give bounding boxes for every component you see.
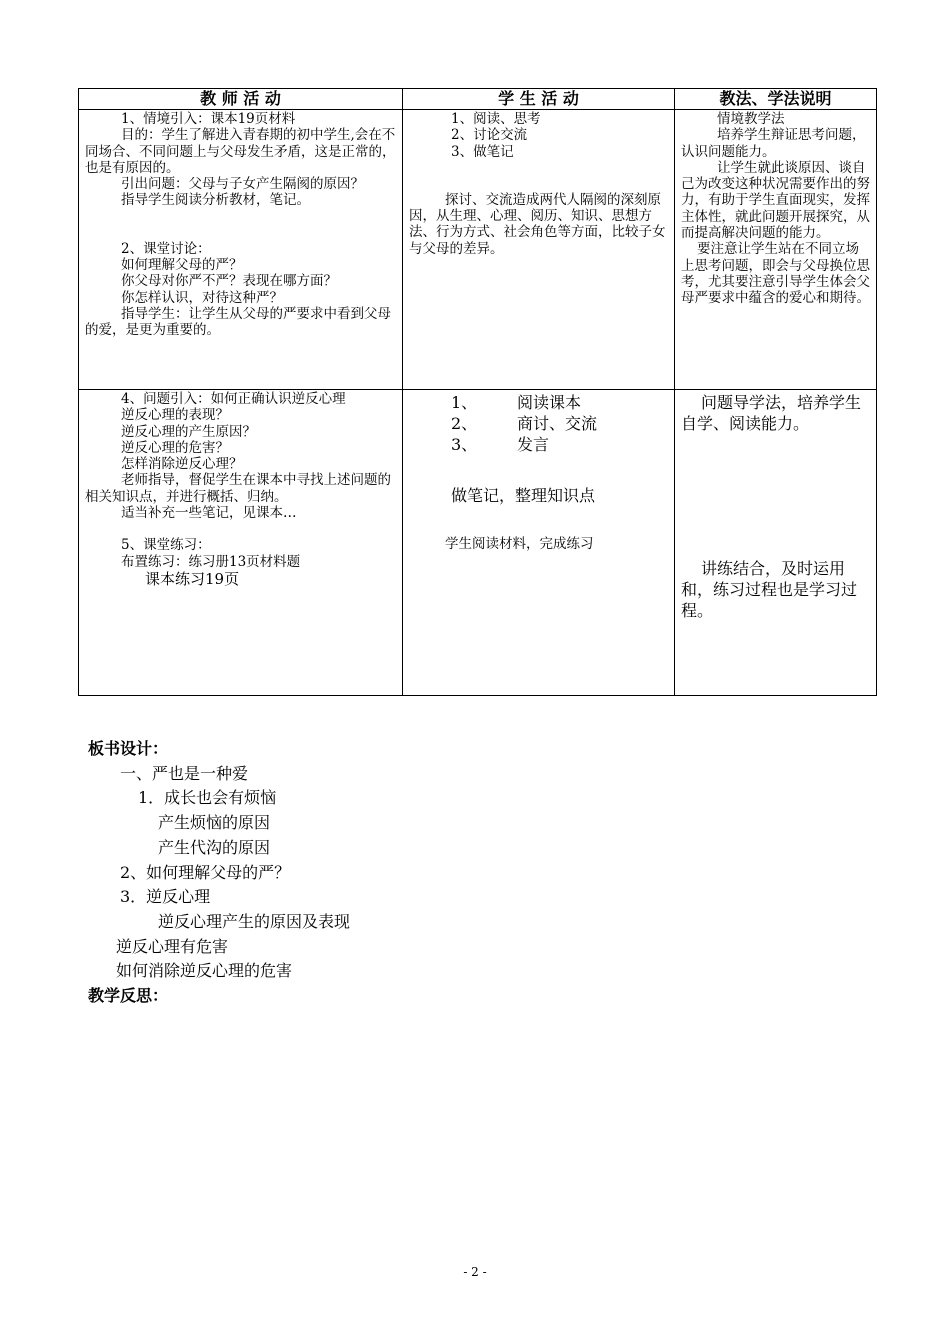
header-method-notes: 教法、学法说明 <box>675 89 877 110</box>
board-line: 逆反心理有危害 <box>116 936 229 956</box>
teacher-text: 逆反心理的产生原因？ <box>121 423 256 440</box>
method-text: 要注意让学生站在不同立场上思考问题，即会与父母换位思考，尤其要注意引导学生体会父母严要求中蕴含的爱心和期待。 <box>681 241 870 307</box>
teacher-text: 指导学生阅读分析教材，笔记。 <box>121 192 310 209</box>
teacher-text: 1、情境引入：课本19页材料 <box>121 111 296 127</box>
teacher-text: 指导学生：让学生从父母的严要求中看到父母的爱，是更为重要的。 <box>85 305 391 339</box>
list-item: 2、 商讨、交流 <box>451 414 598 433</box>
teacher-text: 5、课堂练习： <box>121 537 211 554</box>
board-line: 逆反心理产生的原因及表现 <box>158 911 351 931</box>
student-text: 2、讨论交流 <box>451 127 528 144</box>
board-line: 1．成长也会有烦恼 <box>138 788 277 808</box>
teacher-text: 布置练习：练习册13页材料题 <box>121 553 301 570</box>
teacher-text: 逆反心理的表现？ <box>121 407 229 424</box>
board-line: 3．逆反心理 <box>120 887 211 907</box>
student-step-list <box>409 392 670 455</box>
teacher-activity-cell <box>79 110 403 390</box>
teacher-text: 目的：学生了解进入青春期的初中学生,会在不同场合、不同问题上与父母发生矛盾，这是正常的，也是有原因的。 <box>85 127 396 176</box>
board-design-section <box>88 737 350 1009</box>
teacher-text: 怎样消除逆反心理？ <box>121 456 243 473</box>
teacher-text: 4、问题引入：如何正确认识逆反心理 <box>121 391 346 407</box>
step-text: 发言 <box>517 435 550 454</box>
student-practice-text: 学生阅读材料，完成练习 <box>445 536 594 552</box>
list-item: 3、 发言 <box>451 435 550 454</box>
table-row <box>79 110 877 390</box>
method-text: 讲练结合，及时运用和，练习过程也是学习过程。 <box>681 559 858 620</box>
method-text: 情境教学法 <box>717 111 785 127</box>
teacher-activity-cell <box>79 390 403 696</box>
teacher-text: 适当补充一些笔记，见课本… <box>121 505 297 522</box>
board-line: 产生代沟的原因 <box>158 837 271 857</box>
board-line: 如何消除逆反心理的危害 <box>116 961 293 981</box>
teacher-text: 课本练习19页 <box>145 569 240 588</box>
student-activity-cell <box>403 390 675 696</box>
student-text: 探讨、交流造成两代人隔阂的深刻原因，从生理、心理、阅历、知识、思想方法、行为方式、社会角色等方面，比较子女与父母的差异。 <box>409 191 666 257</box>
student-notes-text: 做笔记，整理知识点 <box>451 486 596 505</box>
teacher-text: 老师指导，督促学生在课本中寻找上述问题的相关知识点，并进行概括、归纳。 <box>85 472 391 505</box>
step-text: 阅读课本 <box>517 393 582 412</box>
method-notes-cell <box>675 390 877 696</box>
lesson-table <box>78 88 877 696</box>
student-text: 1、阅读、思考 <box>451 111 541 127</box>
teacher-text: 你父母对你严不严？表现在哪方面？ <box>121 273 337 290</box>
header-student-activity: 学 生 活 动 <box>403 89 675 110</box>
student-text: 3、做笔记 <box>451 143 514 160</box>
student-activity-cell <box>403 110 675 390</box>
teacher-text: 你怎样认识，对待这种严？ <box>121 289 283 306</box>
method-text: 让学生就此谈原因、谈自己为改变这种状况需要作出的努力，有助于学生直面现实，发挥主体性，就此问题开展探究，从而提高解决问题的能力。 <box>681 159 870 242</box>
board-line: 2、如何理解父母的严？ <box>120 862 291 882</box>
table-header-row <box>79 89 877 110</box>
teacher-text: 逆反心理的危害？ <box>121 439 229 456</box>
header-teacher-activity: 教 师 活 动 <box>79 89 403 110</box>
board-line: 产生烦恼的原因 <box>158 813 271 833</box>
step-text: 商讨、交流 <box>517 414 598 433</box>
board-line: 一、严也是一种爱 <box>120 763 249 783</box>
table-row <box>79 390 877 696</box>
page-number: - 2 - <box>463 1265 487 1279</box>
method-text: 问题导学法，培养学生自学、阅读能力。 <box>681 393 862 433</box>
method-notes-cell <box>675 110 877 390</box>
teacher-text: 如何理解父母的严？ <box>121 257 243 274</box>
method-text: 培养学生辩证思考问题，认识问题能力。 <box>681 127 866 160</box>
teacher-text: 2、课堂讨论： <box>121 240 211 257</box>
board-design-title: 板书设计： <box>88 739 169 758</box>
teaching-reflection-title: 教学反思： <box>88 986 169 1006</box>
list-item: 1、 阅读课本 <box>451 393 582 412</box>
teacher-text: 引出问题：父母与子女产生隔阂的原因？ <box>121 176 364 193</box>
